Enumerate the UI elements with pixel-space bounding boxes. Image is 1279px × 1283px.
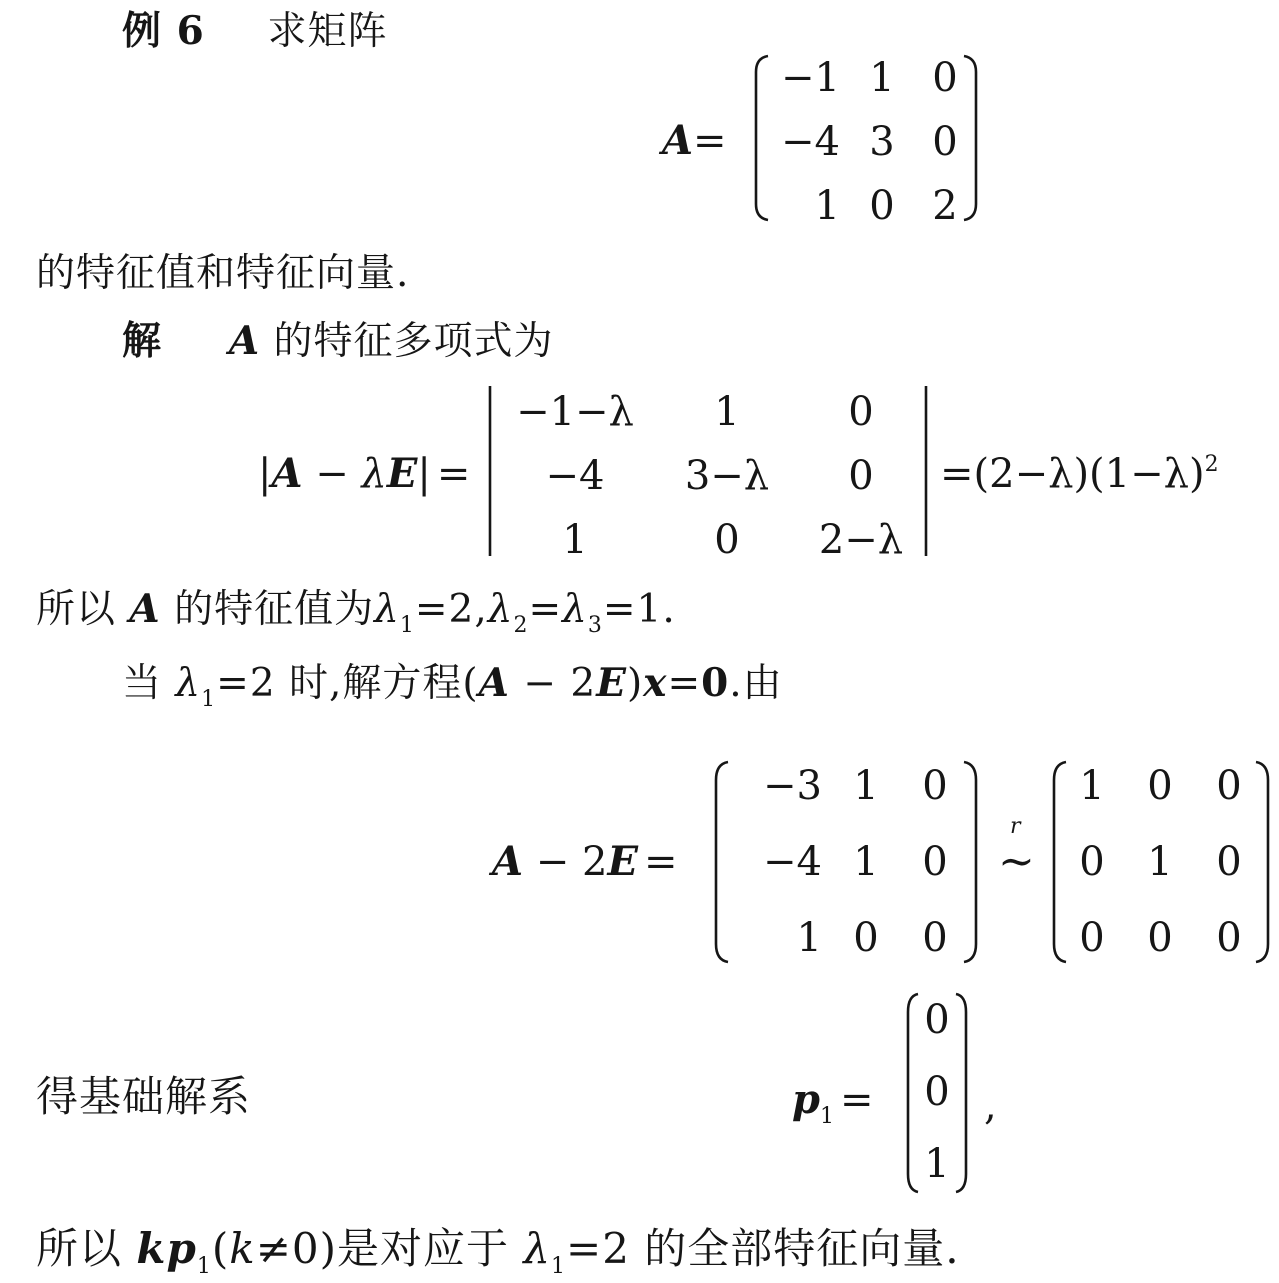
- case-line: 当 $\lambda_1=2$ 时,解方程(A − 2E)x=0.由: [122, 660, 783, 712]
- left-paren: [752, 52, 772, 224]
- matrix-cell: 1: [853, 839, 879, 885]
- matrix-cell: 0: [922, 763, 948, 809]
- matrix-cell: 0: [1216, 915, 1242, 961]
- matrix-cell: 0: [1079, 839, 1105, 885]
- matrix-cell: 0: [1216, 839, 1242, 885]
- reduced-matrix: [1050, 758, 1272, 966]
- left-paren: [712, 758, 732, 966]
- right-paren: [960, 758, 980, 966]
- row-op-label: r: [1010, 814, 1021, 839]
- matrix-cell: −1: [781, 55, 840, 101]
- solution-line: [122, 318, 554, 364]
- example-label: 例 6: [122, 8, 205, 54]
- matrix-cell: 1: [1079, 763, 1105, 809]
- matrix-cell: 0: [1147, 915, 1173, 961]
- matrix-cell: 0: [1216, 763, 1242, 809]
- example-heading: [122, 8, 388, 54]
- det-cell: −1−λ: [516, 389, 634, 435]
- matrix-cell: 0: [932, 55, 958, 101]
- det-cell: 2−λ: [818, 517, 904, 563]
- matrix-cell: 3: [869, 119, 895, 165]
- matrix-cell: −4: [781, 119, 840, 165]
- matrix-cell: −3: [763, 763, 822, 809]
- matrix-cell: 0: [1147, 763, 1173, 809]
- matrix-cell: 0: [869, 183, 895, 229]
- basis-text: 得基础解系: [36, 1072, 252, 1121]
- vector-cell: 0: [924, 997, 950, 1043]
- det-cell: −4: [545, 453, 605, 499]
- basis-lhs: $p_1$ =: [792, 1076, 874, 1129]
- det-cell: 1: [562, 517, 588, 563]
- matrix-cell: 0: [1079, 915, 1105, 961]
- vector-cell: 0: [924, 1069, 950, 1115]
- matrix-cell: 0: [922, 839, 948, 885]
- row-equivalence-symbol: ~: [998, 836, 1035, 887]
- matrix-cell: −4: [763, 839, 822, 885]
- matrix-cell: 1: [1147, 839, 1173, 885]
- matrix-cell: 2: [932, 183, 958, 229]
- basis-comma: ,: [984, 1083, 997, 1129]
- matrix-a: [752, 52, 980, 229]
- right-bar: [920, 384, 930, 560]
- matrix-cell: 1: [814, 183, 840, 229]
- det-cell: 0: [848, 453, 874, 499]
- matrix-cell: 1: [796, 915, 822, 961]
- left-bar: [486, 384, 496, 560]
- vector-cell: 1: [924, 1141, 950, 1187]
- matrix-a-minus-2e: [712, 758, 980, 966]
- matrix-cell: 1: [869, 55, 895, 101]
- eigenvalues-line: 所以 A 的特征值为$\lambda_1=2,\lambda_2=\lambda_3=1$.: [36, 586, 676, 638]
- det-cell: 3−λ: [684, 453, 770, 499]
- solution-label: 解: [122, 318, 163, 364]
- matrix-cell: 1: [853, 763, 879, 809]
- reduce-lhs: A − 2E =: [492, 838, 678, 885]
- det-cell: 0: [848, 389, 874, 435]
- char-poly-rhs: $=(2-\lambda)(1-\lambda)^2$: [940, 451, 1219, 497]
- matrix-cell: 0: [932, 119, 958, 165]
- solution-text: 的特征多项式为: [273, 319, 554, 364]
- matrix-cell: 0: [922, 915, 948, 961]
- det-cell: 0: [714, 517, 740, 563]
- matrix-cell: 0: [853, 915, 879, 961]
- conclusion-line: 所以 $kp_1(k\ne 0)$是对应于 $\lambda_1=2$ 的全部特征向量.: [36, 1224, 960, 1279]
- det-cell: 1: [714, 389, 740, 435]
- char-poly-lhs: |A − λE| =: [258, 450, 471, 497]
- symbol-a: A: [228, 318, 261, 364]
- goal-line: 的特征值和特征向量.: [36, 251, 410, 296]
- determinant: [486, 384, 932, 563]
- example-title: 求矩阵: [267, 9, 388, 54]
- basis-vector: [904, 990, 970, 1196]
- matrix-a-lhs: A=: [662, 117, 727, 164]
